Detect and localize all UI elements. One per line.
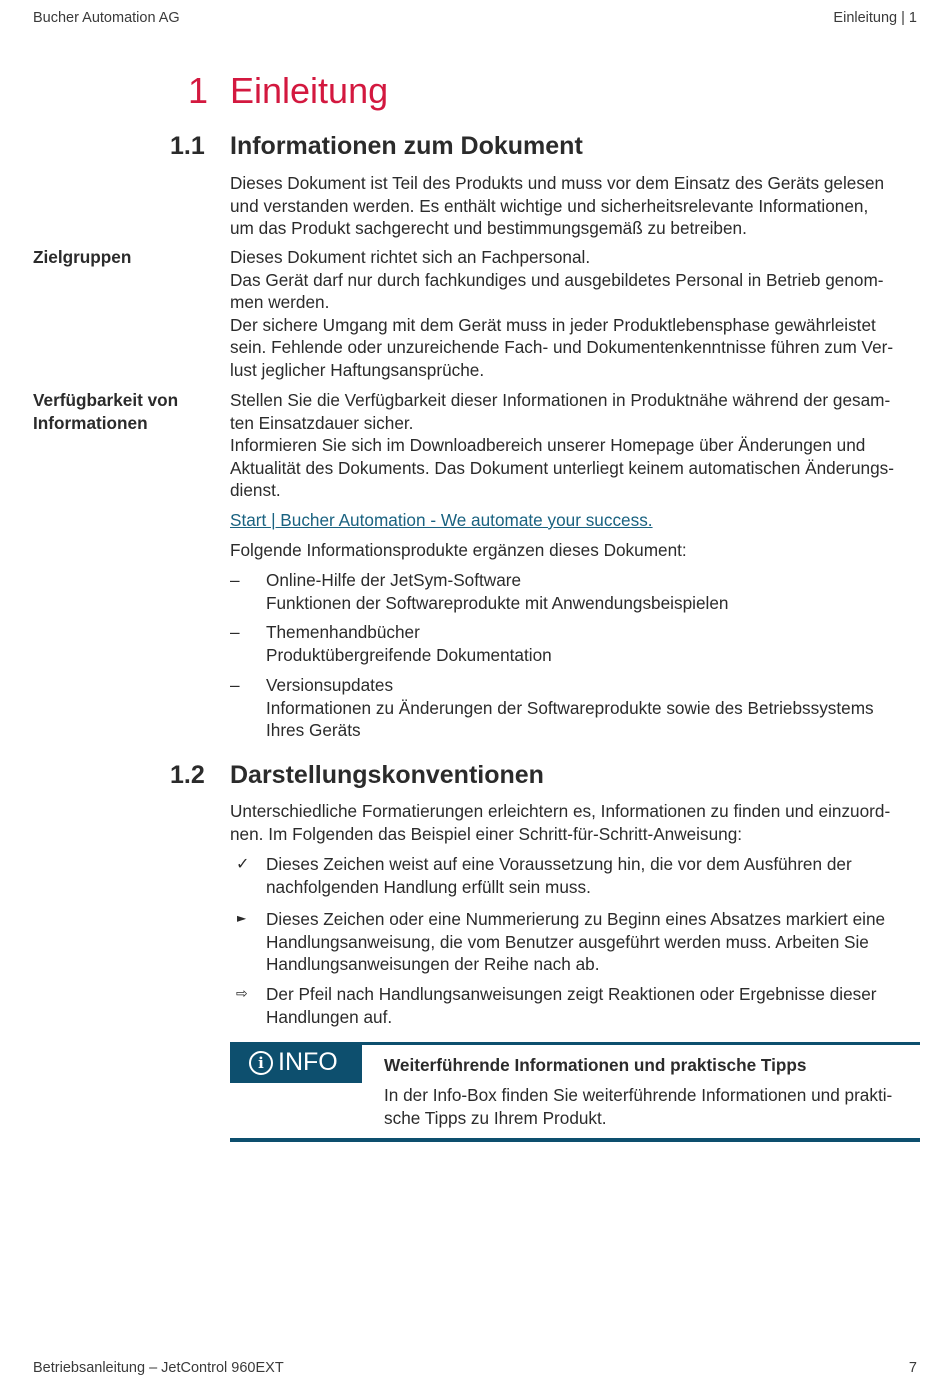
homepage-link-row (230, 509, 920, 532)
section-number: 1.2 (170, 761, 205, 789)
sidebar-label-verfuegbarkeit (33, 389, 213, 434)
section-title: Darstellungskonventionen (230, 761, 544, 789)
convention-item (266, 908, 920, 976)
text-line: nachfolgenden Handlung erfüllt sein muss. (266, 876, 591, 897)
conventions-intro (230, 800, 920, 845)
checkmark-icon: ✓ (236, 854, 250, 873)
verfuegbarkeit-paragraph (230, 389, 920, 502)
list-item (266, 621, 920, 666)
text-line: Handlungsanweisungen der Reihe nach ab. (266, 954, 600, 974)
text-line: und verstanden werden. Es enthält wichtige und sicherheitsrelevante Informationen, (230, 195, 869, 216)
intro-paragraph (230, 172, 920, 240)
footer-doc-title: Betriebsanleitung – JetControl 960EXT (33, 1360, 284, 1376)
convention-item (266, 853, 920, 898)
list-item-desc: Funktionen der Softwareprodukte mit Anwendungsbeispielen (266, 592, 729, 613)
text-line: um das Produkt sachgerecht und bestimmungsgemäß zu betreiben. (230, 218, 747, 238)
list-item-title: Themenhandbücher (266, 622, 420, 642)
infobox-text (384, 1084, 920, 1129)
text-line: Der Pfeil nach Handlungsanweisungen zeigt Reaktionen oder Ergebnisse dieser (266, 984, 877, 1004)
outline-arrow-right-icon: ⇨ (236, 986, 248, 1002)
dash-bullet: – (230, 570, 240, 590)
list-item-desc: Produktübergreifende Dokumentation (266, 644, 552, 665)
chapter-title: Einleitung (230, 70, 389, 111)
homepage-link[interactable]: Start | Bucher Automation - We automate your success. (230, 510, 653, 530)
list-item-desc: Informationen zu Änderungen der Softwareprodukte sowie des Betriebssystems (266, 697, 874, 718)
convention-item (266, 983, 920, 1028)
list-item (266, 569, 920, 614)
text-line: ten Einsatzdauer sicher. (230, 412, 414, 433)
text-line: Aktualität des Dokuments. Das Dokument unterliegt keinem automatischen Änderungs- (230, 457, 894, 478)
text-line: Dieses Zeichen oder eine Nummerierung zu Beginn eines Absatzes markiert eine (266, 909, 886, 929)
infobox-bottom-rule (230, 1138, 920, 1142)
sidebar-label-line: Informationen (33, 412, 148, 433)
zielgruppen-paragraph (230, 246, 920, 381)
page-number: 7 (908, 1360, 917, 1376)
list-item-desc: Ihres Geräts (266, 720, 361, 740)
section-number: 1.1 (170, 132, 205, 160)
text-line: nen. Im Folgenden das Beispiel einer Schritt-für-Schritt-Anweisung: (230, 823, 743, 844)
info-circle-icon: i (249, 1051, 273, 1075)
list-item (266, 674, 920, 742)
text-line: Handlungen auf. (266, 1006, 393, 1027)
infobox-title: Weiterführende Informationen und praktische Tipps (384, 1055, 807, 1075)
info-badge (230, 1042, 362, 1083)
text-line: dienst. (230, 480, 281, 500)
text-line: lust jeglicher Haftungsansprüche. (230, 359, 485, 380)
header-company: Bucher Automation AG (33, 10, 180, 26)
text-line: Dieses Zeichen weist auf eine Voraussetzung hin, die vor dem Ausführen der (266, 854, 852, 874)
text-line: Dieses Dokument richtet sich an Fachpersonal. (230, 247, 591, 267)
section-title: Informationen zum Dokument (230, 132, 583, 160)
text-line: Handlungsanweisung, die vom Benutzer ausgeführt werden muss. Arbeiten Sie (266, 931, 869, 952)
text-line: Informieren Sie sich im Downloadbereich unserer Homepage über Änderungen und (230, 435, 866, 455)
text-line: Das Gerät darf nur durch fachkundiges und ausgebildetes Personal in Betrieb genom- (230, 269, 884, 290)
text-line: Stellen Sie die Verfügbarkeit dieser Informationen in Produktnähe während der gesam- (230, 390, 891, 410)
text-line: Der sichere Umgang mit dem Gerät muss in jeder Produktlebensphase gewährleistet (230, 314, 876, 335)
list-item-title: Versionsupdates (266, 675, 394, 695)
dash-bullet: – (230, 675, 240, 695)
text-line: In der Info-Box finden Sie weiterführende Informationen und prakti- (384, 1085, 893, 1105)
text-line: sche Tipps zu Ihrem Produkt. (384, 1107, 607, 1128)
text-line: sein. Fehlende oder unzureichende Fach- und Dokumentenkenntnisse führen zum Ver- (230, 337, 894, 357)
sidebar-label-line: Verfügbarkeit von (33, 390, 179, 410)
sidebar-label-zielgruppen: Zielgruppen (33, 247, 132, 267)
info-badge-label: INFO (278, 1048, 338, 1076)
list-item-title: Online-Hilfe der JetSym-Software (266, 570, 522, 590)
products-intro: Folgende Informationsprodukte ergänzen dieses Dokument: (230, 540, 687, 560)
text-line: Unterschiedliche Formatierungen erleichtern es, Informationen zu finden und einzuord- (230, 801, 891, 821)
text-line: men werden. (230, 292, 330, 312)
chapter-number: 1 (188, 70, 209, 111)
text-line: Dieses Dokument ist Teil des Produkts und muss vor dem Einsatz des Geräts gelesen (230, 173, 885, 193)
header-chapter-ref: Einleitung | 1 (833, 10, 917, 26)
dash-bullet: – (230, 622, 240, 642)
triangle-right-icon: ► (237, 911, 247, 925)
